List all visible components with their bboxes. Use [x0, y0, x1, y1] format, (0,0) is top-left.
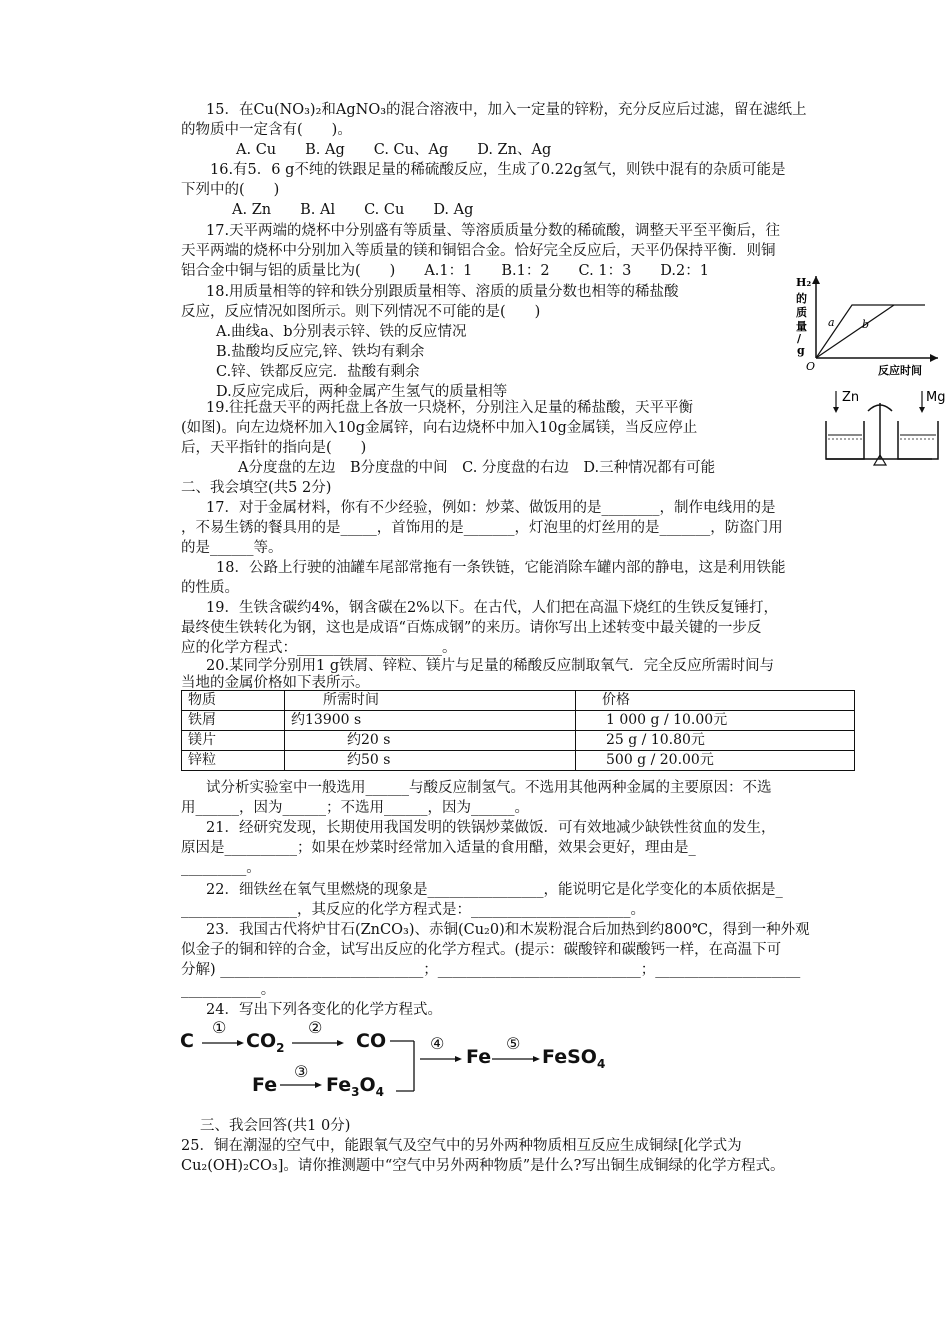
graph-ylabel-h2: H₂	[796, 276, 812, 289]
q23-line1: 23．我国古代将炉甘石(ZnCO₃)、赤铜(Cu₂0)和木炭粉混合后加热到约800℃，得到一种外观	[206, 922, 810, 938]
q20-line2: 当地的金属价格如下表所示。	[181, 675, 370, 691]
curve-a	[816, 305, 925, 358]
step-1-label: ①	[212, 1018, 227, 1037]
q22-line2: ________________，其反应的化学方程式是：______________________。	[181, 902, 645, 918]
step-2-label: ②	[308, 1018, 323, 1037]
graph-ylabel-2: 质	[796, 306, 807, 319]
table-header: 所需时间	[285, 691, 576, 711]
q19b-line1: 19．生铁含碳约4%，钢含碳在2%以下。在古代，人们把在高温下烧红的生铁反复锤打，	[206, 600, 778, 616]
q21-line3: _________。	[181, 860, 261, 876]
balance-left-label: Zn	[842, 390, 860, 405]
graph-ylabel-3: 量	[796, 320, 807, 333]
chem-co2-sub: 2	[276, 1041, 285, 1055]
q18-option-b: B.盐酸均反应完,锌、铁均有剩余	[216, 344, 425, 360]
section3-heading: 三、我会回答(共1 0分)	[200, 1118, 351, 1134]
q18b-line2: 的性质。	[181, 580, 239, 596]
graph-ylabel-5: g	[797, 344, 805, 357]
q17b-line2: ，不易生锈的餐具用的是_____，首饰用的是_______，灯泡里的灯丝用的是_______，防盗门用	[181, 520, 783, 536]
chem-feso4-sub: 4	[596, 1057, 606, 1071]
q19b-line2: 最终使生铁转化为钢，这也是成语“百炼成钢”的来历。请你写出上述转变中最关键的一步反	[181, 620, 762, 636]
table-header-row	[182, 691, 855, 711]
chem-c: C	[180, 1030, 194, 1052]
q19-line3: 后，天平指针的指向是( )	[181, 440, 367, 456]
chem-fe3o4-b: O	[359, 1074, 376, 1096]
chem-co: CO	[356, 1030, 387, 1052]
q17b-line3: 的是______等。	[181, 540, 283, 556]
q21-line2: 原因是__________；如果在炒菜时经常加入适量的食用醋，效果会更好，理由是_	[181, 840, 696, 856]
table-cell: 镁片	[182, 731, 285, 751]
q18-option-c: C.锌、铁都反应完．盐酸有剩余	[216, 364, 420, 380]
table-cell: 1 000 g / 10.00元	[576, 711, 855, 731]
step-5-label: ⑤	[506, 1034, 521, 1053]
q25-line1: 25．铜在潮湿的空气中，能跟氧气及空气中的另外两种物质相互反应生成铜绿[化学式为	[181, 1138, 742, 1154]
curve-b	[816, 305, 894, 358]
chem-fe3o4-sub2: 4	[375, 1085, 384, 1099]
q19-line1: 19.往托盘天平的两托盘上各放一只烧杯，分别注入足量的稀盐酸，天平平衡	[206, 400, 694, 416]
q19-line2: (如图)。向左边烧杯加入10g金属锌，向右边烧杯中加入10g金属镁，当反应停止	[181, 420, 698, 436]
q15-line1: 15．在Cu(NO₃)₂和AgNO₃的混合溶液中，加入一定量的锌粉，充分反应后过滤，留在滤纸上	[206, 102, 807, 118]
chem-co2-main: CO	[246, 1030, 277, 1052]
chem-feso4-main: FeSO	[542, 1046, 597, 1068]
chem-fe-bottom: Fe	[252, 1074, 278, 1096]
chem-fe3o4-a: Fe	[326, 1074, 352, 1096]
q21-line1: 21．经研究发现，长期使用我国发明的铁锅炒菜做饭．可有效地减少缺铁性贫血的发生，	[206, 820, 776, 836]
q23-line2: 似金子的铜和锌的合金，试写出反应的化学方程式。(提示：碳酸锌和碳酸钙一样，在高温下可	[181, 942, 782, 958]
q19-options: A分度盘的左边 B分度盘的中间 C. 分度盘的右边 D.三种情况都有可能	[238, 460, 716, 476]
graph-origin: O	[806, 360, 816, 373]
step-3-label: ③	[294, 1062, 309, 1081]
q15-line2: 的物质中一定含有( )。	[181, 122, 352, 138]
table-header: 价格	[576, 691, 855, 711]
table-cell: 约13900 s	[285, 711, 576, 731]
q16-line2: 下列中的( )	[181, 182, 280, 198]
graph-ylabel-4: /	[797, 332, 802, 345]
price-table	[181, 690, 855, 771]
q16-options: A. Zn B. Al C. Cu D. Ag	[232, 202, 474, 218]
chem-fe3o4-sub1: 3	[351, 1085, 360, 1099]
q20-answer1: 试分析实验室中一般选用______与酸反应制氢气。不选用其他两种金属的主要原因：不选	[206, 780, 772, 796]
chem-fe-top: Fe	[466, 1046, 492, 1068]
q22-line1: 22．细铁丝在氧气里燃烧的现象是________________，能说明它是化学变化的本质依据是_	[206, 882, 783, 898]
q16-line1: 16.有5．6 g不纯的铁跟足量的稀硫酸反应，生成了0.22g氢气，则铁中混有的杂质可能是	[210, 162, 786, 178]
q24-title: 24．写出下列各变化的化学方程式。	[206, 1002, 442, 1018]
table-cell: 约20 s	[285, 731, 576, 751]
table-header: 物质	[182, 691, 285, 711]
balance-right-label: Mg	[926, 390, 946, 405]
table-cell: 约50 s	[285, 751, 576, 771]
step-4-label: ④	[430, 1034, 445, 1053]
q18-option-a: A.曲线a、b分别表示锌、铁的反应情况	[216, 324, 467, 340]
table-cell: 25 g / 10.80元	[576, 731, 855, 751]
q20-answer2: 用______，因为______；不选用______，因为______。	[181, 800, 529, 816]
graph-xlabel: 反应时间	[878, 364, 922, 377]
q25-line2: Cu₂(OH)₂CO₃]。请你推测题中“空气中另外两种物质”是什么?写出铜生成铜绿的化学方程式。	[181, 1158, 785, 1174]
chem-co2	[246, 1030, 284, 1055]
balance-diagram	[808, 383, 948, 473]
q17b-line1: 17．对于金属材料，你有不少经验，例如：炒菜、做饭用的是________，制作电线用的是	[206, 500, 776, 516]
q23-line4: ___________。	[181, 982, 276, 998]
q18-line2: 反应，反应情况如图所示。则下列情况不可能的是( )	[181, 304, 541, 320]
table-cell: 500 g / 20.00元	[576, 751, 855, 771]
curve-b-label: b	[862, 318, 870, 331]
q20-line1: 20.某同学分别用1 g铁屑、锌粒、镁片与足量的稀酸反应制取氧气．完全反应所需时间与	[206, 658, 775, 674]
table-row	[182, 751, 855, 771]
q17a-line1: 17.天平两端的烧杯中分别盛有等质量、等溶质质量分数的稀硫酸，调整天平至平衡后，往	[206, 223, 781, 239]
q23-line3: 分解) ____________________________；____________________________；____________________	[181, 962, 801, 978]
chem-fe3o4	[326, 1074, 384, 1099]
q19b-line3: 应的化学方程式：____________________。	[181, 640, 457, 656]
graph-ylabel-1: 的	[796, 292, 807, 305]
q18-option-d: D.反应完成后，两种金属产生氢气的质量相等	[216, 384, 508, 400]
table-cell: 铁屑	[182, 711, 285, 731]
table-cell: 锌粒	[182, 751, 285, 771]
q17a-line2: 天平两端的烧杯中分别加入等质量的镁和铜铝合金。恰好完全反应后，天平仍保持平衡．则铜	[181, 243, 776, 259]
chem-feso4	[542, 1046, 605, 1071]
reaction-graph	[790, 270, 940, 380]
q18-line1: 18.用质量相等的锌和铁分别跟质量相等、溶质的质量分数也相等的稀盐酸	[206, 284, 679, 300]
q15-options: A. Cu B. Ag C. Cu、Ag D. Zn、Ag	[236, 142, 552, 158]
table-row	[182, 731, 855, 751]
curve-a-label: a	[828, 316, 835, 329]
q18b-line1: 18．公路上行驶的油罐车尾部常拖有一条铁链，它能消除车罐内部的静电，这是利用铁能	[216, 560, 786, 576]
q17a-line3: 铝合金中铜与铝的质量比为( ) A.1：1 B.1：2 C. 1：3 D.2：1	[181, 263, 709, 279]
table-row	[182, 711, 855, 731]
section2-heading: 二、我会填空(共5 2分)	[181, 480, 332, 496]
